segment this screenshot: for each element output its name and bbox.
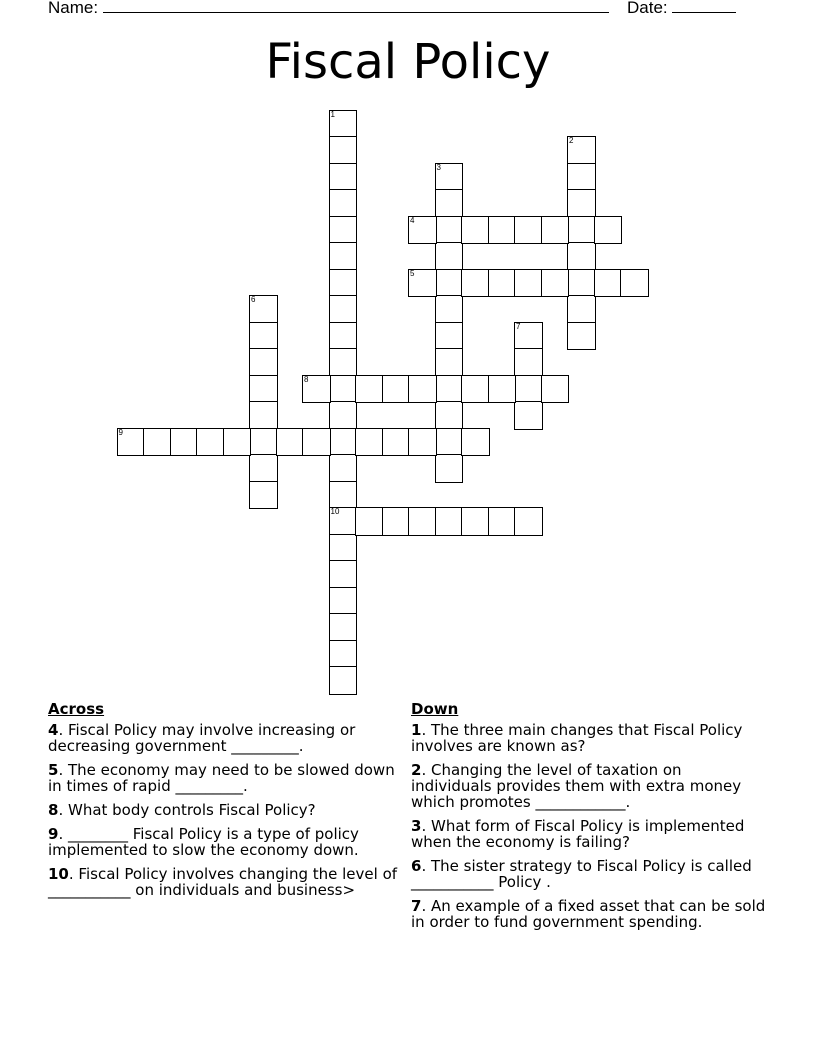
crossword-cell[interactable] [408,375,437,404]
crossword-cell[interactable] [355,375,384,404]
crossword-cell[interactable] [514,269,543,298]
crossword-cell[interactable] [435,216,464,245]
crossword-cell[interactable] [567,269,596,298]
crossword-cell[interactable] [382,507,411,536]
crossword-cell[interactable] [488,269,517,298]
crossword-cell[interactable] [567,163,596,192]
crossword-cell[interactable] [594,216,623,245]
crossword-cell[interactable] [329,507,358,536]
crossword-cell[interactable] [329,295,358,324]
clue-number: 9 [48,825,59,843]
crossword-cell[interactable] [567,322,596,351]
crossword-cell[interactable] [541,216,570,245]
cell-number: 7 [516,321,521,331]
crossword-cell[interactable] [435,454,464,483]
clue-text: The economy may need to be slowed down in times of rapid _________. [48,761,395,795]
crossword-cell[interactable] [408,216,437,245]
down-clue-list [411,722,766,930]
crossword-cell[interactable] [276,428,305,457]
crossword-cell[interactable] [249,401,278,430]
crossword-cell[interactable] [329,534,358,563]
cell-number: 9 [118,427,123,437]
crossword-cell[interactable] [329,375,358,404]
crossword-cell[interactable] [329,136,358,165]
clue-text: Fiscal Policy may involve increasing or decreasing government _________. [48,721,356,755]
crossword-cell[interactable] [435,189,464,218]
crossword-cell[interactable] [408,507,437,536]
crossword-cell[interactable] [435,375,464,404]
crossword-cell[interactable] [329,428,358,457]
crossword-cell[interactable] [196,428,225,457]
crossword-cell[interactable] [329,110,358,139]
crossword-cell[interactable] [514,375,543,404]
across-clue-9: 9. ________ Fiscal Policy is a type of policy implemented to slow the economy down. [48,825,359,859]
crossword-cell[interactable] [408,428,437,457]
cell-number: 3 [436,162,441,172]
crossword-cell[interactable] [567,189,596,218]
clue-text: The three main changes that Fiscal Policy involves are known as? [411,721,743,755]
across-clue-list [48,722,403,898]
crossword-cell[interactable] [249,428,278,457]
crossword-cell[interactable] [249,481,278,510]
crossword-cell[interactable] [329,216,358,245]
crossword-cell[interactable] [329,242,358,271]
crossword-cell[interactable] [382,428,411,457]
crossword-cell[interactable] [302,428,331,457]
crossword-cell[interactable] [223,428,252,457]
crossword-cell[interactable] [435,401,464,430]
crossword-cell[interactable] [567,216,596,245]
clue-number: 4 [48,721,59,739]
down-clue-3: 3. What form of Fiscal Policy is implemented when the economy is failing? [411,817,745,851]
clue-text: What form of Fiscal Policy is implemented when the economy is failing? [411,817,745,851]
clue-number: 6 [411,857,422,875]
clue-number: 7 [411,897,422,915]
crossword-cell[interactable] [461,375,490,404]
crossword-cell[interactable] [329,322,358,351]
crossword-cell[interactable] [620,269,649,298]
crossword-cell[interactable] [249,375,278,404]
cell-number: 10 [330,507,340,516]
crossword-cell[interactable] [117,428,146,457]
crossword-cell[interactable] [329,560,358,589]
crossword-cell[interactable] [435,269,464,298]
crossword-cell[interactable] [567,295,596,324]
cell-number: 6 [251,295,256,304]
cell-number: 8 [304,374,309,384]
crossword-cell[interactable] [461,216,490,245]
clue-number: 8 [48,801,59,819]
crossword-cell[interactable] [329,666,358,695]
crossword-cell[interactable] [435,322,464,351]
across-clue-4: 4. Fiscal Policy may involve increasing or decreasing government _________. [48,721,356,755]
crossword-cell[interactable] [514,507,543,536]
crossword-cell[interactable] [514,216,543,245]
crossword-cell[interactable] [329,348,358,377]
date-label: Date: [627,0,668,17]
crossword-cell[interactable] [461,507,490,536]
clue-number: 5 [48,761,59,779]
page-title: Fiscal Policy [265,34,551,90]
crossword-cell[interactable] [249,348,278,377]
crossword-cell[interactable] [382,375,411,404]
down-clue-2: 2. Changing the level of taxation on individuals provides them with extra money which promotes ____________. [411,761,742,811]
crossword-cell[interactable] [435,428,464,457]
clue-number: 1 [411,721,422,739]
crossword-cell[interactable] [329,269,358,298]
crossword-cell[interactable] [488,216,517,245]
crossword-cell[interactable] [488,507,517,536]
crossword-cell[interactable] [514,401,543,430]
crossword-cell[interactable] [567,136,596,165]
across-clue-5: 5. The economy may need to be slowed down in times of rapid _________. [48,761,395,795]
name-label: Name: [48,0,99,17]
crossword-cell[interactable] [143,428,172,457]
crossword-cell[interactable] [249,295,278,324]
clue-text: An example of a fixed asset that can be sold in order to fund government spending. [411,897,766,931]
crossword-cell[interactable] [355,507,384,536]
down-clue-1: 1. The three main changes that Fiscal Policy involves are known as? [411,721,743,755]
crossword-cell[interactable] [302,375,331,404]
crossword-cell[interactable] [170,428,199,457]
crossword-cell[interactable] [408,269,437,298]
crossword-cell[interactable] [541,375,570,404]
crossword-cell[interactable] [461,269,490,298]
across-clue-8: 8. What body controls Fiscal Policy? [48,801,316,819]
crossword-cell[interactable] [435,507,464,536]
crossword-cell[interactable] [329,401,358,430]
crossword-cell[interactable] [567,242,596,271]
clue-number: 2 [411,761,422,779]
crossword-cell[interactable] [329,163,358,192]
cell-number: 5 [410,268,415,278]
crossword-cell[interactable] [461,428,490,457]
clue-text: What body controls Fiscal Policy? [67,801,316,819]
across-heading: Across [48,700,105,718]
crossword-cell[interactable] [329,189,358,218]
crossword-cell[interactable] [435,348,464,377]
cell-number: 4 [410,215,415,225]
crossword-cell[interactable] [329,613,358,642]
crossword-cell[interactable] [541,269,570,298]
down-clue-6: 6. The sister strategy to Fiscal Policy is called ___________ Policy . [411,857,752,891]
crossword-cell[interactable] [514,348,543,377]
crossword-cell[interactable] [329,587,358,616]
crossword-cell[interactable] [249,322,278,351]
crossword-cell[interactable] [355,428,384,457]
crossword-cell[interactable] [435,295,464,324]
across-clues [48,700,403,906]
clue-text: The sister strategy to Fiscal Policy is called ___________ Policy . [411,857,752,891]
down-heading: Down [411,700,459,718]
crossword-cell[interactable] [329,454,358,483]
crossword-cell[interactable] [249,454,278,483]
clue-number: 10 [48,865,69,883]
crossword-cell[interactable] [594,269,623,298]
clue-number: 3 [411,817,422,835]
crossword-cell[interactable] [435,163,464,192]
cell-number: 1 [330,109,335,119]
clue-text: Fiscal Policy involves changing the level of ___________ on individuals and business> [48,865,398,899]
down-clue-7: 7. An example of a fixed asset that can be sold in order to fund government spending. [411,897,766,931]
clue-text: ________ Fiscal Policy is a type of policy implemented to slow the economy down. [48,825,359,859]
crossword-cell[interactable] [435,242,464,271]
down-clues [411,700,766,938]
crossword-cell[interactable] [329,640,358,669]
crossword-cell[interactable] [514,322,543,351]
crossword-cell[interactable] [329,481,358,510]
clue-text: Changing the level of taxation on individuals provides them with extra money which promotes ____________. [411,761,742,811]
cell-number: 2 [569,136,574,145]
across-clue-10: 10. Fiscal Policy involves changing the level of ___________ on individuals and business> [48,865,398,899]
crossword-cell[interactable] [488,375,517,404]
